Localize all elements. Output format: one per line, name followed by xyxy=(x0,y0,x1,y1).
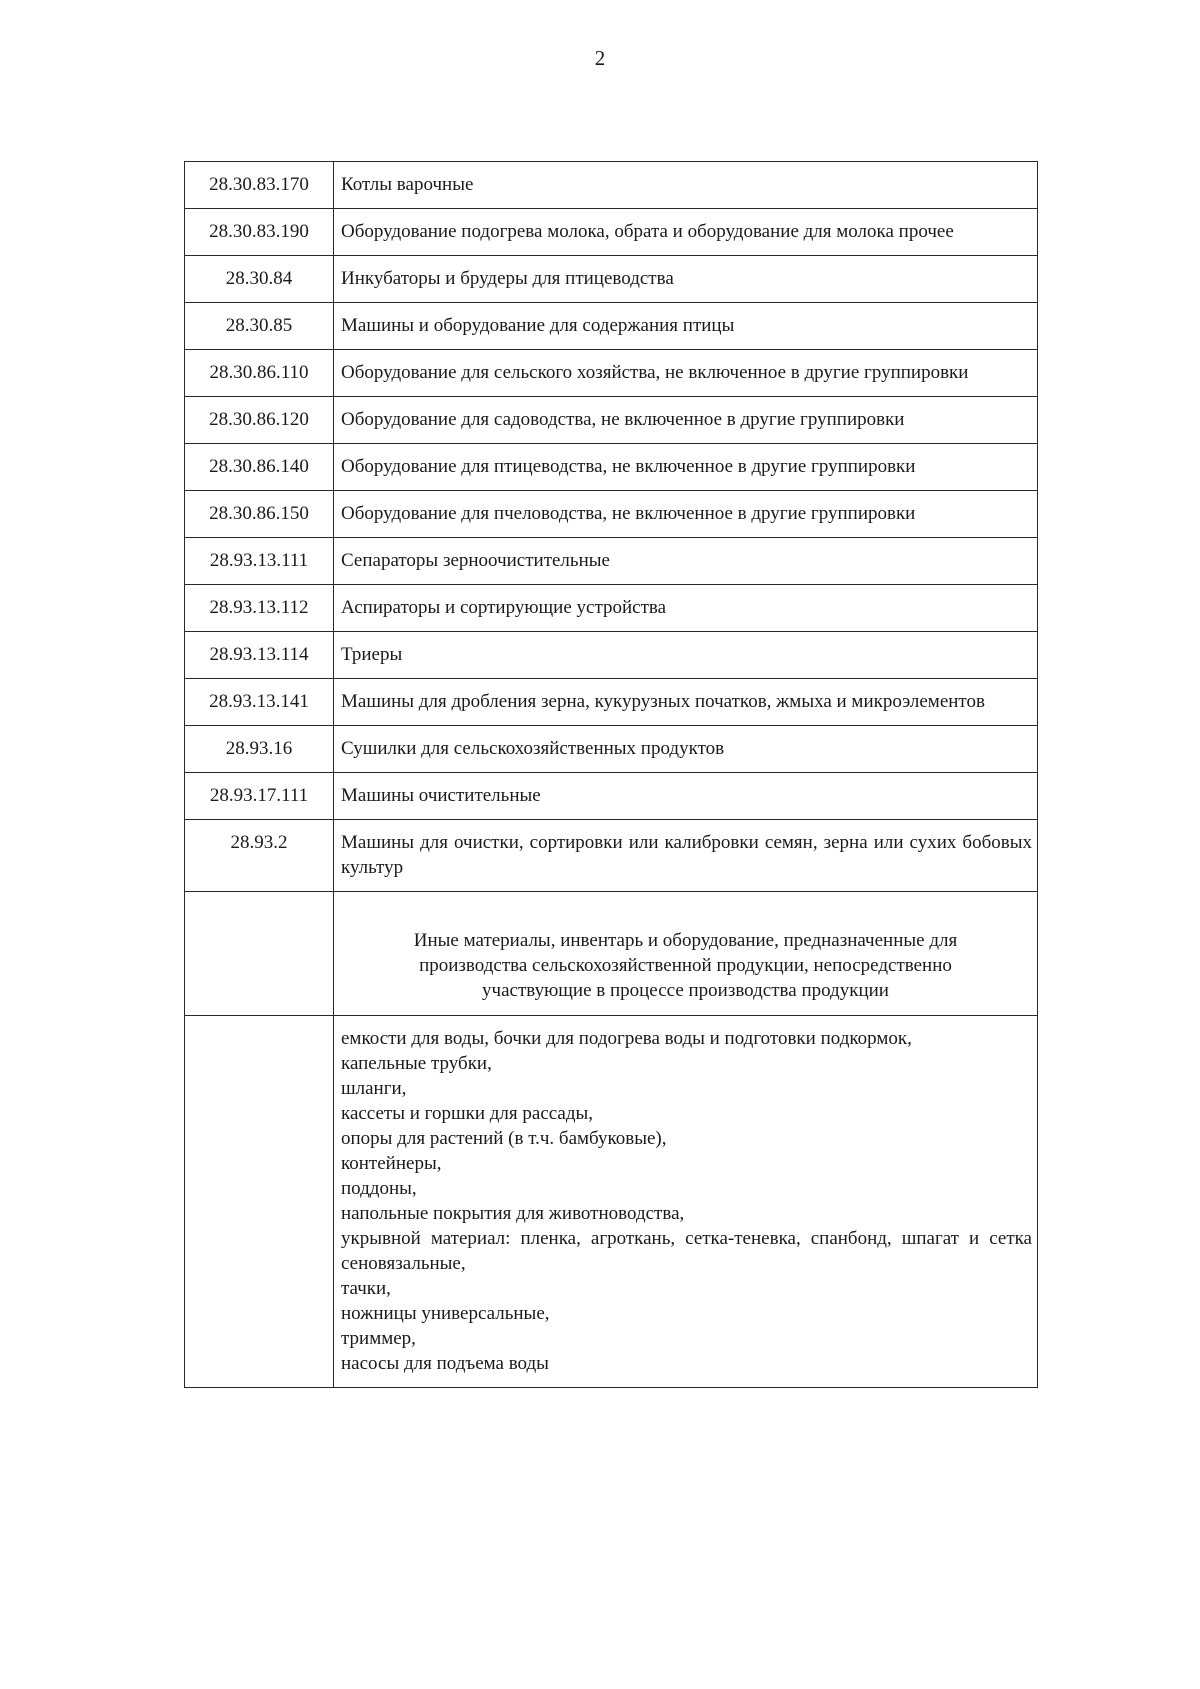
table-row xyxy=(185,820,1038,892)
list-item: поддоны, xyxy=(341,1178,417,1199)
list-item: триммер, xyxy=(341,1328,416,1349)
code-cell: 28.93.13.114 xyxy=(185,632,334,679)
table-row xyxy=(185,444,1038,491)
description-cell: Оборудование для сельского хозяйства, не включенное в другие группировки xyxy=(334,350,1038,397)
description-cell: Котлы варочные xyxy=(334,162,1038,209)
list-item: напольные покрытия для животноводства, xyxy=(341,1203,685,1224)
code-cell: 28.93.13.141 xyxy=(185,679,334,726)
code-cell: 28.30.86.150 xyxy=(185,491,334,538)
description-cell: Машины и оборудование для содержания птицы xyxy=(334,303,1038,350)
code-cell: 28.93.13.112 xyxy=(185,585,334,632)
list-item: шланги, xyxy=(341,1078,407,1099)
table-row xyxy=(185,538,1038,585)
code-cell: 28.93.16 xyxy=(185,726,334,773)
table-row xyxy=(185,397,1038,444)
table-row xyxy=(185,350,1038,397)
description-cell: Машины для очистки, сортировки или калибровки семян, зерна или сухих бобовых культур xyxy=(334,820,1038,892)
code-cell: 28.30.83.190 xyxy=(185,209,334,256)
description-cell: Оборудование для пчеловодства, не включенное в другие группировки xyxy=(334,491,1038,538)
table-row xyxy=(185,162,1038,209)
description-cell: Инкубаторы и брудеры для птицеводства xyxy=(334,256,1038,303)
code-cell: 28.93.2 xyxy=(185,820,334,892)
description-cell: Машины очистительные xyxy=(334,773,1038,820)
list-item: насосы для подъема воды xyxy=(341,1353,549,1374)
table-row xyxy=(185,679,1038,726)
code-cell: 28.30.86.110 xyxy=(185,350,334,397)
empty-code-cell xyxy=(185,892,334,1016)
list-item: емкости для воды, бочки для подогрева воды и подготовки подкормок, xyxy=(341,1028,912,1049)
list-item: капельные трубки, xyxy=(341,1053,492,1074)
code-cell: 28.93.13.111 xyxy=(185,538,334,585)
page-number: 2 xyxy=(594,46,606,70)
table-row xyxy=(185,256,1038,303)
section-heading: Иные материалы, инвентарь и оборудование, предназначенные для производства сельскохозяйственной продукции, непосредственно участвующие в процессе производства продукции xyxy=(334,892,1038,1016)
description-cell: Оборудование для птицеводства, не включенное в другие группировки xyxy=(334,444,1038,491)
section-heading-row xyxy=(185,892,1038,1016)
code-cell: 28.30.83.170 xyxy=(185,162,334,209)
list-item: опоры для растений (в т.ч. бамбуковые), xyxy=(341,1128,667,1149)
description-cell: Триеры xyxy=(334,632,1038,679)
table-row xyxy=(185,585,1038,632)
table-row xyxy=(185,632,1038,679)
okpd-codes-table xyxy=(184,161,1038,1388)
code-cell: 28.30.86.120 xyxy=(185,397,334,444)
list-item: ножницы универсальные, xyxy=(341,1303,550,1324)
description-cell: Машины для дробления зерна, кукурузных початков, жмыха и микроэлементов xyxy=(334,679,1038,726)
code-cell: 28.30.84 xyxy=(185,256,334,303)
description-cell: Оборудование подогрева молока, обрата и оборудование для молока прочее xyxy=(334,209,1038,256)
table-row xyxy=(185,491,1038,538)
list-item: тачки, xyxy=(341,1278,391,1299)
description-cell: Сушилки для сельскохозяйственных продуктов xyxy=(334,726,1038,773)
description-cell: Аспираторы и сортирующие устройства xyxy=(334,585,1038,632)
code-cell: 28.30.85 xyxy=(185,303,334,350)
code-cell: 28.93.17.111 xyxy=(185,773,334,820)
items-list xyxy=(334,1016,1038,1388)
table-row xyxy=(185,303,1038,350)
table-row xyxy=(185,726,1038,773)
description-cell: Сепараторы зерноочистительные xyxy=(334,538,1038,585)
table-row xyxy=(185,209,1038,256)
code-cell: 28.30.86.140 xyxy=(185,444,334,491)
list-item: кассеты и горшки для рассады, xyxy=(341,1103,594,1124)
empty-code-cell xyxy=(185,1016,334,1388)
description-cell: Оборудование для садоводства, не включенное в другие группировки xyxy=(334,397,1038,444)
list-item: укрывной материал: пленка, агроткань, сетка-теневка, спанбонд, шпагат и сетка сеновязальные, xyxy=(341,1228,1032,1274)
list-item: контейнеры, xyxy=(341,1153,442,1174)
table-row xyxy=(185,773,1038,820)
items-row xyxy=(185,1016,1038,1388)
